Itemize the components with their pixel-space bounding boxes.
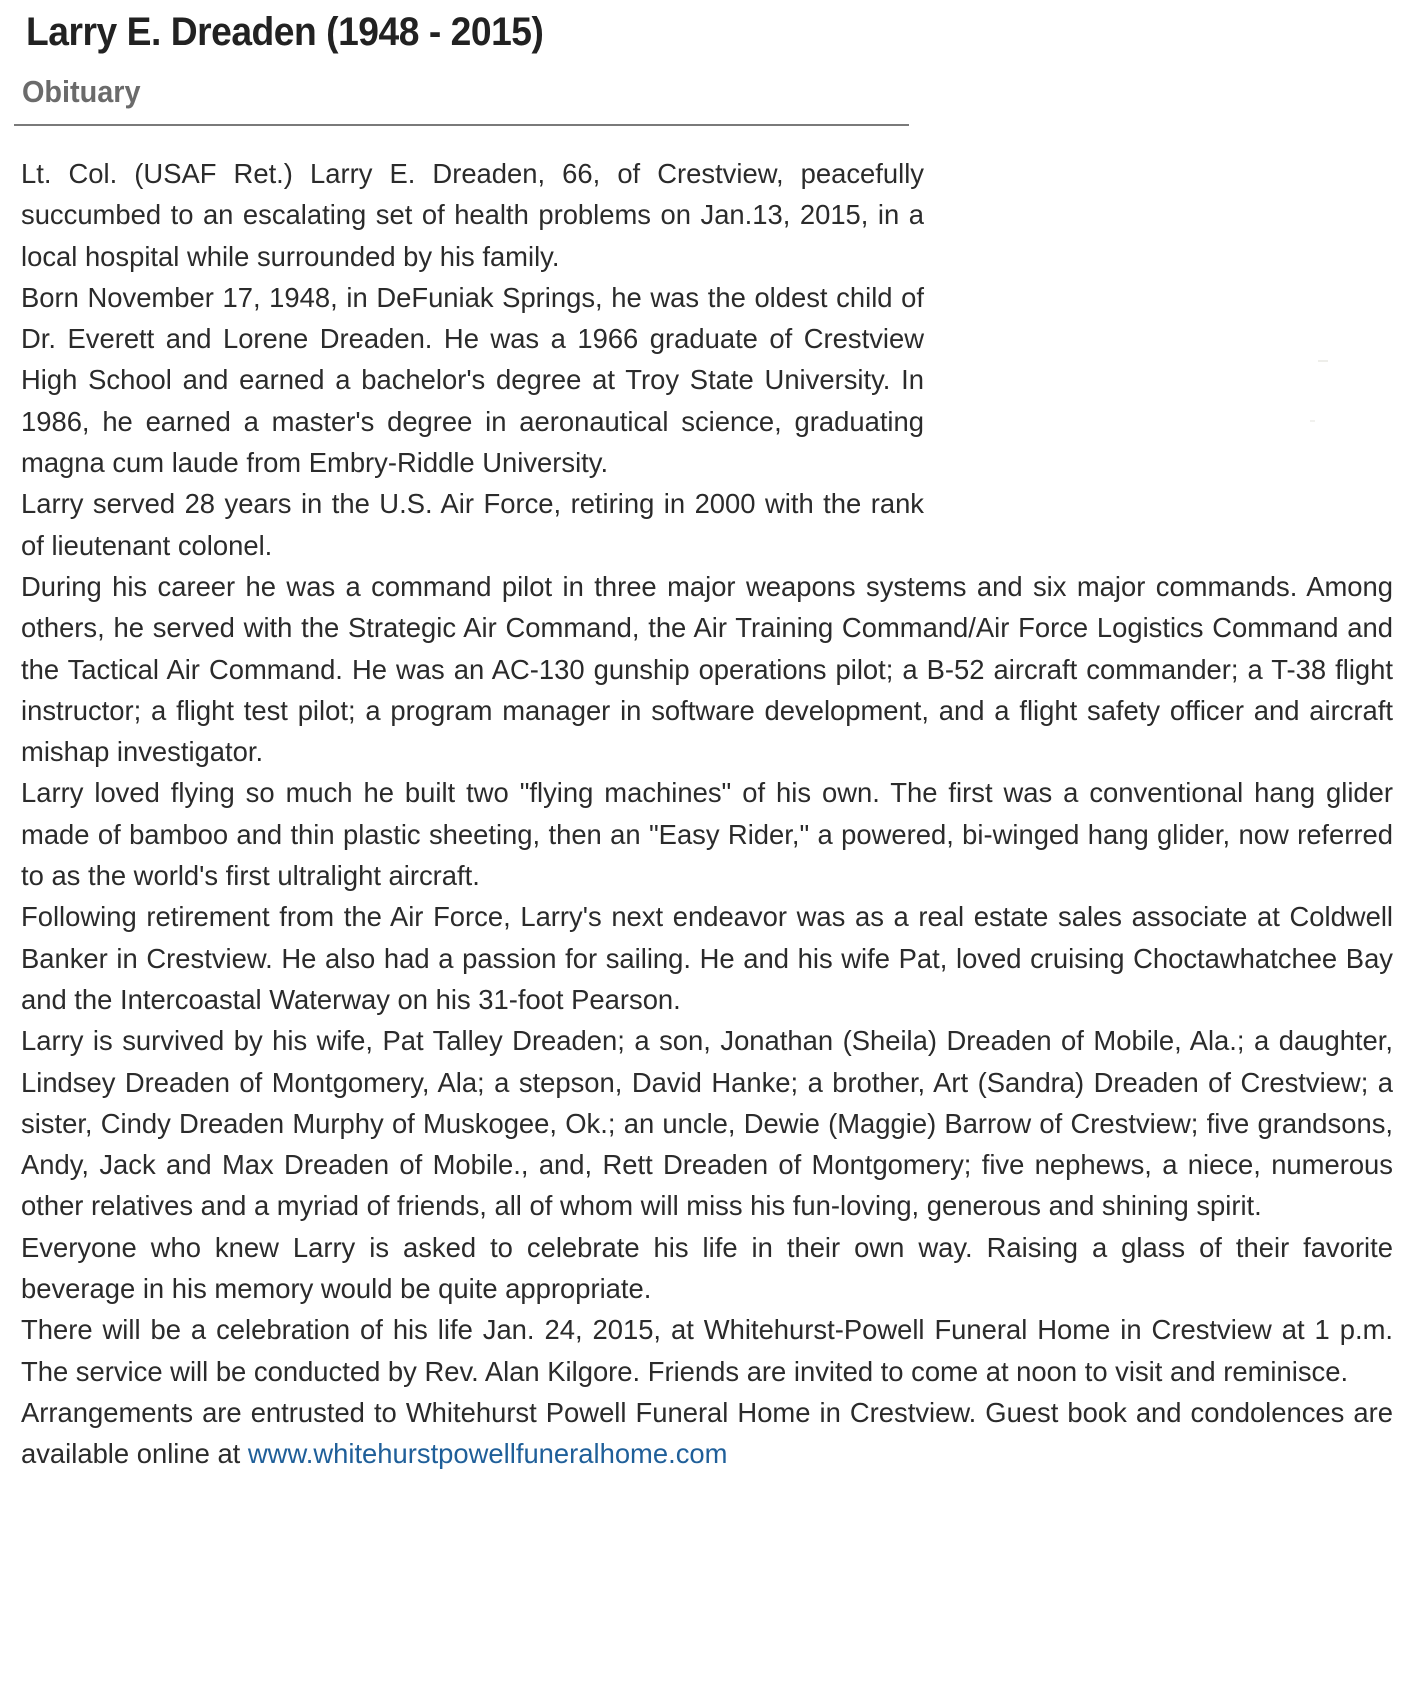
header-divider [14,124,909,126]
paragraph-career: During his career he was a command pilot in three major weapons systems and six major commands. Among others, he served with the Strategic Air Command, the Air Training Command/Air Force Logistics Command and the Tactical Air Command. He was an AC-130 gunship operations pilot; a B-52 aircraft commander; a T-38 flight instructor; a flight test pilot; a program manager in software development, and a flight safety officer and aircraft mishap investigator. [21,570,1393,768]
paragraph-retirement: Following retirement from the Air Force, Larry's next endeavor was as a real estate sales associate at Coldwell Banker in Crestview. He also had a passion for sailing. He and his wife Pat, loved cruising Choctawhatchee Bay and the Intercoastal Waterway on his 31-foot Pearson. [21,901,1393,1015]
paragraph-death-notice: Lt. Col. (USAF Ret.) Larry E. Dreaden, 66, of Crestview, peacefully succumbed to an escalating set of health problems on Jan.13, 2015, in a local hospital while surrounded by his family. [21,158,924,272]
paragraph-service-summary: Larry served 28 years in the U.S. Air Force, retiring in 2000 with the rank of lieutenant colonel. [21,488,924,561]
arrangements-text: Arrangements are entrusted to Whitehurst Powell Funeral Home in Crestview. Guest book and condolences are available online at [21,1396,1393,1470]
paragraph-celebrate: Everyone who knew Larry is asked to celebrate his life in their own way. Raising a glass of their favorite beverage in his memory would be quite appropriate. [21,1231,1393,1305]
paragraph-arrangements [21,1392,1393,1475]
paragraph-flying-machines: Larry loved flying so much he built two "flying machines" of his own. The first was a conventional hang glider made of bamboo and thin plastic sheeting, then an "Easy Rider," a powered, bi-winged hang glider, now referred to as the world's first ultralight aircraft. [21,777,1393,892]
obituary-body [21,153,1393,1475]
page-title: Larry E. Dreaden (1948 - 2015) [26,10,544,54]
paragraph-service-details: There will be a celebration of his life Jan. 24, 2015, at Whitehurst-Powell Funeral Home in Crestview at 1 p.m. The service will be conducted by Rev. Alan Kilgore. Friends are invited to come at noon to visit and reminisce. [21,1314,1393,1387]
paragraph-early-life: Born November 17, 1948, in DeFuniak Springs, he was the oldest child of Dr. Everett and Lorene Dreaden. He was a 1966 graduate of Crestview High School and earned a bachelor's degree at Troy State University. In 1986, he earned a master's degree in aeronautical science, graduating magna cum laude from Embry-Riddle University. [21,281,924,479]
paragraph-survivors: Larry is survived by his wife, Pat Talley Dreaden; a son, Jonathan (Sheila) Dreaden of Mobile, Ala.; a daughter, Lindsey Dreaden of Montgomery, Ala; a stepson, David Hanke; a brother, Art (Sandra) Dreaden of Crestview; a sister, Cindy Dreaden Murphy of Muskogee, Ok.; an uncle, Dewie (Maggie) Barrow of Crestview; five grandsons, Andy, Jack and Max Dreaden of Mobile., and, Rett Dreaden of Montgomery; five nephews, a niece, numerous other relatives and a myriad of friends, all of whom will miss his fun-loving, generous and shining spirit. [21,1025,1393,1222]
funeral-home-link[interactable]: www.whitehurstpowellfuneralhome.com [247,1438,728,1470]
page-subtitle: Obituary [22,74,141,109]
image-placeholder-space [924,153,1393,558]
